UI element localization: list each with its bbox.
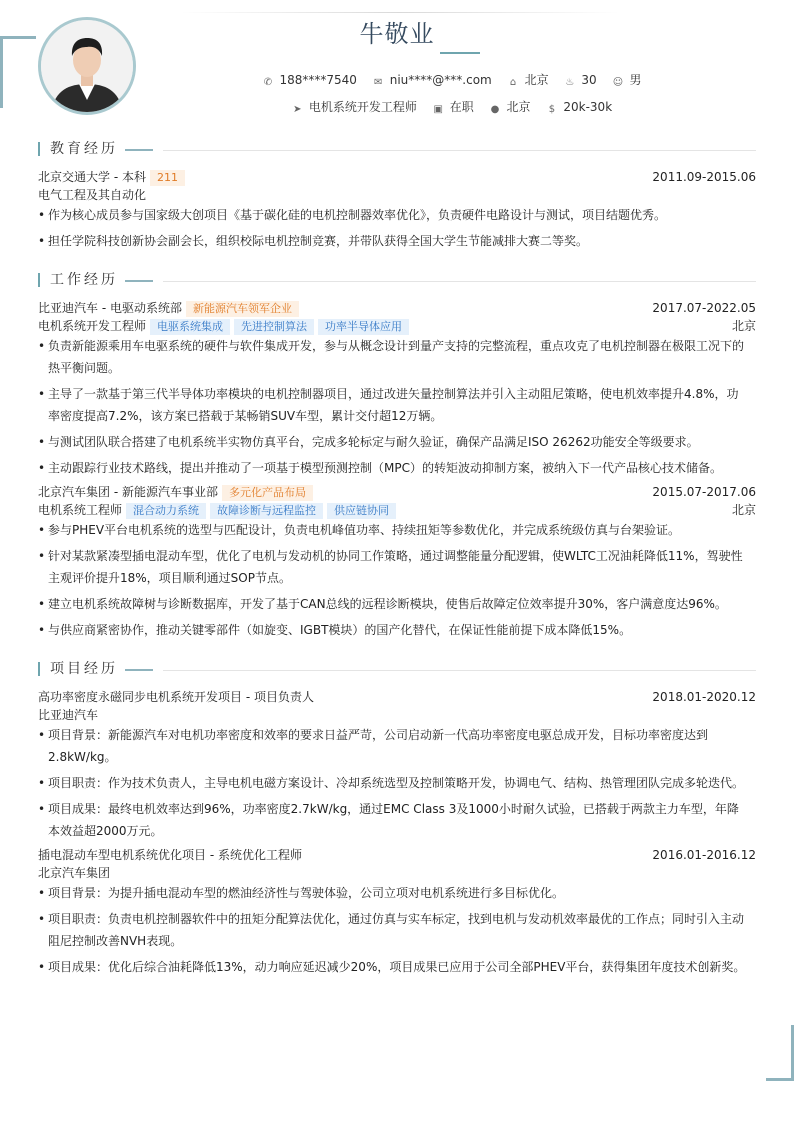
list-item: • 与供应商紧密协作，推动关键零部件（如旋变、IGBT模块）的国产化替代，在保证性能前提下成本降低15%。 — [38, 619, 750, 641]
bullet-text: 建立电机系统故障树与诊断数据库，开发了基于CAN总线的远程诊断模块，使售后故障定位效率提升30%，客户满意度达96%。 — [48, 597, 727, 611]
work-entry-head — [38, 483, 756, 501]
project-org: 比亚迪汽车 — [38, 708, 99, 722]
section-accent-line — [125, 149, 153, 151]
bullet-text: 项目背景：为提升插电混动车型的燃油经济性与驾驶体验，公司立项对电机系统进行多目标优化。 — [48, 886, 565, 900]
target-city-item — [490, 98, 531, 115]
skill-tag: 电驱系统集成 — [150, 319, 230, 335]
job-title: 电机系统开发工程师 — [38, 319, 147, 333]
bullet-text: 主动跟踪行业技术路线，提出并推动了一项基于模型预测控制（MPC）的转矩波动抑制方案，被纳入下一代产品核心技术储备。 — [48, 461, 722, 475]
project-org-row — [38, 864, 756, 882]
phone-item — [262, 73, 356, 88]
age-item — [564, 73, 596, 88]
skill-tag: 故障诊断与远程监控 — [210, 503, 323, 519]
gender-item — [613, 71, 642, 88]
header-divider — [180, 12, 620, 13]
company-tag: 新能源汽车领军企业 — [186, 301, 299, 317]
corner-decoration-bottom-right — [766, 1025, 794, 1081]
education-major-row — [38, 186, 756, 204]
bullet-text: 项目背景：新能源汽车对电机功率密度和效率的要求日益严苛，公司启动新一代高功率密度电驱总成开发，目标功率密度达到2.8kW/kg。 — [48, 728, 709, 764]
briefcase-icon: ▣ — [433, 104, 443, 115]
school-name: 北京交通大学 - 本科 — [38, 170, 146, 184]
city-text: 北京 — [524, 73, 549, 87]
email-text: niu****@***.com — [389, 73, 492, 87]
skill-tag: 先进控制算法 — [234, 319, 314, 335]
bullet-text: 项目成果：优化后综合油耗降低13%，动力响应延迟减少20%，项目成果已应用于公司全部PHEV平台，获得集团年度技术创新奖。 — [48, 960, 746, 974]
list-item: • 负责新能源乘用车电驱系统的硬件与软件集成开发，参与从概念设计到量产支持的完整流程，重点攻克了电机控制器在极限工况下的热平衡问题。 — [38, 335, 750, 379]
bullet-text: 与测试团队联合搭建了电机系统半实物仿真平台，完成多轮标定与耐久验证，确保产品满足ISO 26262功能安全等级要求。 — [48, 435, 699, 449]
job-intent-row — [0, 98, 794, 115]
bullet-text: 主导了一款基于第三代半导体功率模块的电机控制器项目，通过改进矢量控制算法并引入主动阻尼策略，使电机效率提升4.8%，功率密度提高7.2%，该方案已搭载于某畅销SUV车型，累计交付超12万辆。 — [48, 387, 739, 423]
project-name: 高功率密度永磁同步电机系统开发项目 - 项目负责人 — [38, 690, 314, 704]
bullet-text: 项目职责：作为技术负责人，主导电机电磁方案设计、冷却系统选型及控制策略开发，协调电气、结构、热管理团队完成多轮迭代。 — [48, 776, 745, 790]
gender-text: 男 — [629, 73, 642, 87]
mail-icon: ✉ — [374, 77, 383, 88]
list-item: • 与测试团队联合搭建了电机系统半实物仿真平台，完成多轮标定与耐久验证，确保产品满足ISO 26262功能安全等级要求。 — [38, 431, 750, 453]
bullet-text: 与供应商紧密协作，推动关键零部件（如旋变、IGBT模块）的国产化替代，在保证性能前提下成本降低15%。 — [48, 623, 632, 637]
project-date: 2018.01-2020.12 — [652, 690, 756, 704]
bullet-text: 担任学院科技创新协会副会长，组织校际电机控制竞赛，并带队获得全国大学生节能减排大赛二等奖。 — [48, 234, 589, 248]
skill-tag: 功率半导体应用 — [318, 319, 409, 335]
project-name: 插电混动车型电机系统优化项目 - 系统优化工程师 — [38, 848, 302, 862]
work-entry-head — [38, 299, 756, 317]
home-icon: ⌂ — [509, 77, 517, 88]
bullet-text: 作为核心成员参与国家级大创项目《基于碳化硅的电机控制器效率优化》，负责硬件电路设计与测试，项目结题优秀。 — [48, 208, 667, 222]
list-item: • 建立电机系统故障树与诊断数据库，开发了基于CAN总线的远程诊断模块，使售后故障定位效率提升30%，客户满意度达96%。 — [38, 593, 750, 615]
target-city-text: 北京 — [506, 100, 531, 114]
list-item: • 担任学院科技创新协会副会长，组织校际电机控制竞赛，并带队获得全国大学生节能减排大赛二等奖。 — [38, 230, 750, 252]
location-pin-icon: ● — [490, 104, 500, 115]
age-text: 30 — [581, 73, 597, 87]
list-item: • 项目背景：为提升插电混动车型的燃油经济性与驾驶体验，公司立项对电机系统进行多目标优化。 — [38, 882, 750, 904]
skill-tag: 供应链协同 — [327, 503, 396, 519]
work-date: 2017.07-2022.05 — [652, 301, 756, 315]
bullet-text: 项目成果：最终电机效率达到96%，功率密度2.7kW/kg，通过EMC Class 3及1000小时耐久试验，已搭载于两款主力车型，年降本效益超2000万元。 — [48, 802, 739, 838]
name-underline — [440, 52, 480, 54]
position-text: 电机系统开发工程师 — [308, 100, 417, 114]
phone-icon: ✆ — [263, 77, 273, 88]
job-title: 电机系统工程师 — [38, 503, 123, 517]
contact-row — [0, 71, 794, 88]
list-item: • 项目职责：作为技术负责人，主导电机电磁方案设计、冷却系统选型及控制策略开发，协调电气、结构、热管理团队完成多轮迭代。 — [38, 772, 750, 794]
list-item: • 项目成果：优化后综合油耗降低13%，动力响应延迟减少20%，项目成果已应用于公司全部PHEV平台，获得集团年度技术创新奖。 — [38, 956, 750, 978]
email-item — [373, 73, 492, 88]
candidate-name: 牛敬业 — [359, 20, 435, 48]
education-entry-head — [38, 168, 756, 186]
section-title-projects: 项目经历 — [38, 662, 118, 676]
position-item — [292, 98, 417, 115]
skill-tag: 混合动力系统 — [126, 503, 206, 519]
list-item: • 针对某款紧凑型插电混动车型，优化了电机与发动机的协同工作策略，通过调整能量分配逻辑，使WLTC工况油耗降低11%，驾驶性主观评价提升18%，项目顺利通过SOP节点。 — [38, 545, 750, 589]
cake-icon: ♨ — [565, 77, 575, 88]
bullet-text: 项目职责：负责电机控制器软件中的扭矩分配算法优化，通过仿真与实车标定，找到电机与发动机效率最优的工作点；同时引入主动阻尼控制改善NVH表现。 — [48, 912, 745, 948]
salary-text: 20k-30k — [563, 100, 613, 114]
section-accent-line — [125, 280, 153, 282]
bullet-text: 针对某款紧凑型插电混动车型，优化了电机与发动机的协同工作策略，通过调整能量分配逻辑，使WLTC工况油耗降低11%，驾驶性主观评价提升18%，项目顺利通过SOP节点。 — [48, 549, 743, 585]
money-icon: $ — [548, 104, 556, 115]
phone-text: 188****7540 — [279, 73, 357, 87]
smiley-icon: ☺ — [612, 77, 624, 88]
list-item: • 主动跟踪行业技术路线，提出并推动了一项基于模型预测控制（MPC）的转矩波动抑制方案，被纳入下一代产品核心技术储备。 — [38, 457, 750, 479]
major-name: 电气工程及其自动化 — [38, 188, 147, 202]
school-badge: 211 — [150, 170, 185, 186]
project-org: 北京汽车集团 — [38, 866, 111, 880]
company-name: 北京汽车集团 - 新能源汽车事业部 — [38, 485, 218, 499]
list-item: • 参与PHEV平台电机系统的选型与匹配设计，负责电机峰值功率、持续扭矩等参数优化，并完成系统级仿真与台架验证。 — [38, 519, 750, 541]
status-text: 在职 — [449, 100, 474, 114]
city-item — [508, 71, 549, 88]
salary-item — [546, 100, 612, 115]
project-entry-head — [38, 846, 756, 864]
education-date: 2011.09-2015.06 — [652, 170, 756, 184]
work-title-row — [38, 317, 756, 335]
company-name: 比亚迪汽车 - 电驱动系统部 — [38, 301, 182, 315]
section-divider — [163, 150, 756, 151]
section-title-work: 工作经历 — [38, 273, 118, 287]
section-divider — [163, 670, 756, 671]
list-item: • 作为核心成员参与国家级大创项目《基于碳化硅的电机控制器效率优化》，负责硬件电路设计与测试，项目结题优秀。 — [38, 204, 750, 226]
work-location: 北京 — [731, 503, 756, 517]
company-tag: 多元化产品布局 — [222, 485, 313, 501]
section-divider — [163, 281, 756, 282]
list-item: • 项目背景：新能源汽车对电机功率密度和效率的要求日益严苛，公司启动新一代高功率密度电驱总成开发，目标功率密度达到2.8kW/kg。 — [38, 724, 750, 768]
bullet-text: 参与PHEV平台电机系统的选型与匹配设计，负责电机峰值功率、持续扭矩等参数优化，并完成系统级仿真与台架验证。 — [48, 523, 681, 537]
project-date: 2016.01-2016.12 — [652, 848, 756, 862]
bullet-text: 负责新能源乘用车电驱系统的硬件与软件集成开发，参与从概念设计到量产支持的完整流程，重点攻克了电机控制器在极限工况下的热平衡问题。 — [48, 339, 745, 375]
project-entry-head — [38, 688, 756, 706]
list-item: • 项目职责：负责电机控制器软件中的扭矩分配算法优化，通过仿真与实车标定，找到电机与发动机效率最优的工作点；同时引入主动阻尼控制改善NVH表现。 — [38, 908, 750, 952]
list-item: • 项目成果：最终电机效率达到96%，功率密度2.7kW/kg，通过EMC Class 3及1000小时耐久试验，已搭载于两款主力车型，年降本效益超2000万元。 — [38, 798, 750, 842]
work-location: 北京 — [731, 319, 756, 333]
section-title-education: 教育经历 — [38, 142, 118, 156]
send-icon: ➤ — [293, 104, 302, 115]
status-item — [433, 98, 474, 115]
project-org-row — [38, 706, 756, 724]
work-date: 2015.07-2017.06 — [652, 485, 756, 499]
list-item: • 主导了一款基于第三代半导体功率模块的电机控制器项目，通过改进矢量控制算法并引入主动阻尼策略，使电机效率提升4.8%，功率密度提高7.2%，该方案已搭载于某畅销SUV车型，累计交付超12万辆。 — [38, 383, 750, 427]
section-accent-line — [125, 669, 153, 671]
work-title-row — [38, 501, 756, 519]
